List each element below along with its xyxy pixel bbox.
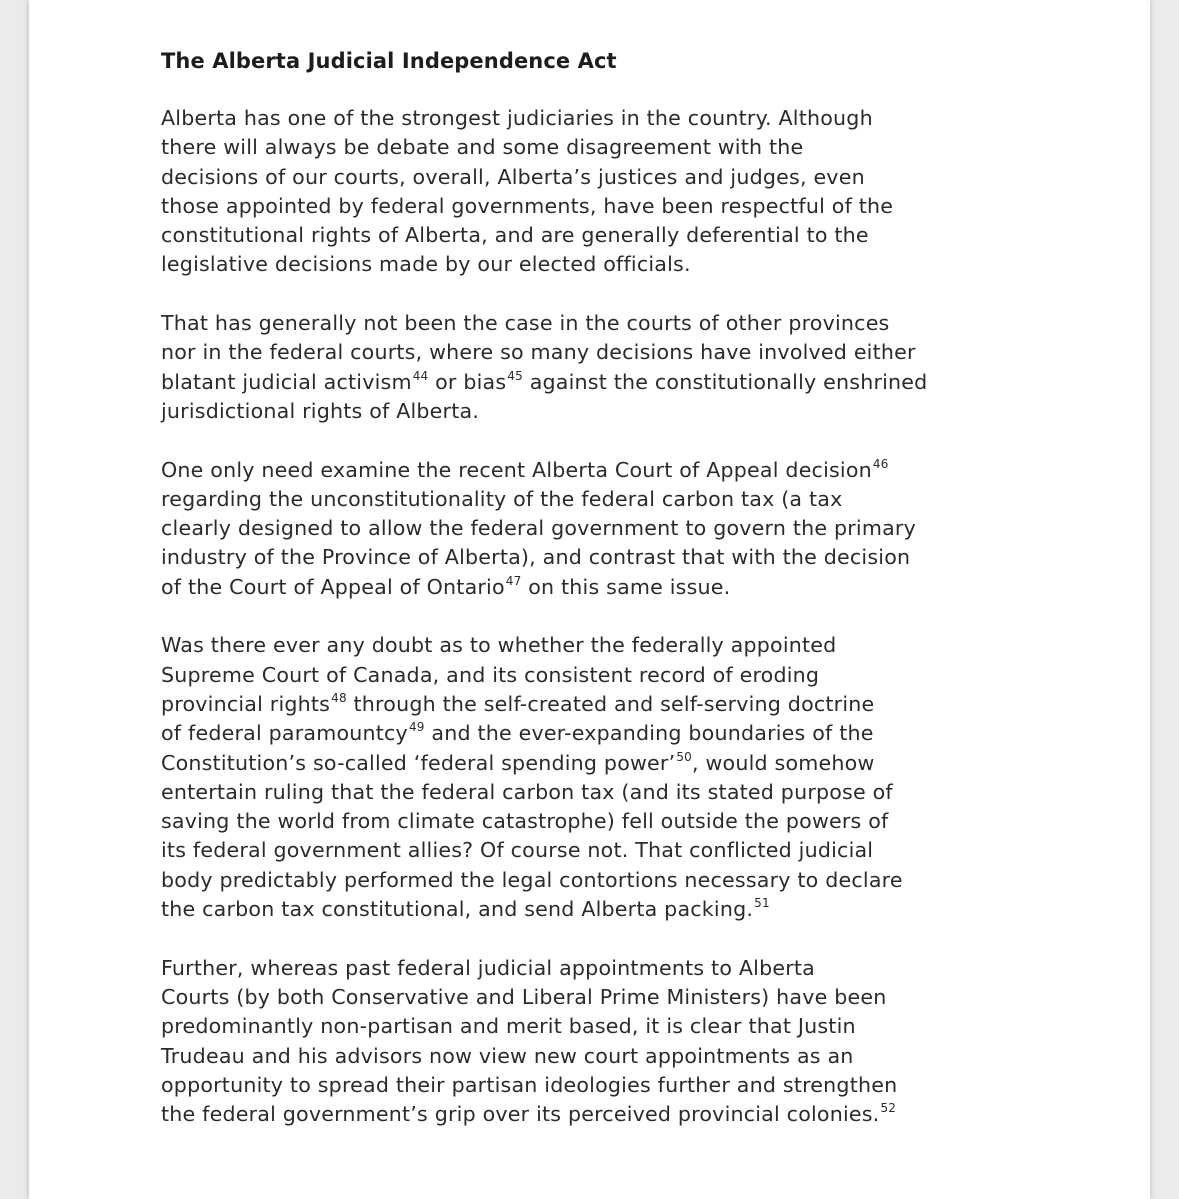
text-line bbox=[161, 807, 1041, 836]
text-line bbox=[161, 514, 1041, 543]
paragraph bbox=[161, 309, 1041, 426]
text-run: or bias bbox=[428, 369, 507, 394]
text-run: One only need examine the recent Alberta Court of Appeal decision bbox=[161, 457, 872, 482]
text-run: decisions of our courts, overall, Alberta’s justices and judges, even bbox=[161, 164, 865, 189]
text-line bbox=[161, 895, 1041, 924]
text-line bbox=[161, 397, 1041, 426]
text-run: the carbon tax constitutional, and send Alberta packing. bbox=[161, 897, 754, 922]
footnote-ref: 46 bbox=[872, 456, 889, 471]
text-run: through the self-created and self-serving doctrine bbox=[346, 691, 875, 716]
text-line bbox=[161, 250, 1041, 279]
text-run: those appointed by federal governments, have been respectful of the bbox=[161, 193, 894, 218]
document-content bbox=[161, 46, 1041, 1159]
text-run: Trudeau and his advisors now view new court appointments as an bbox=[161, 1043, 854, 1068]
text-line bbox=[161, 778, 1041, 807]
text-run: saving the world from climate catastrophe) fell outside the powers of bbox=[161, 809, 889, 834]
text-run: on this same issue. bbox=[521, 574, 731, 599]
text-line bbox=[161, 221, 1041, 250]
text-run: clearly designed to allow the federal government to govern the primary bbox=[161, 516, 916, 541]
text-line bbox=[161, 954, 1041, 983]
text-line bbox=[161, 1012, 1041, 1041]
text-line bbox=[161, 104, 1041, 133]
text-line bbox=[161, 866, 1041, 895]
paragraph bbox=[161, 104, 1041, 280]
text-run: , would somehow bbox=[692, 750, 875, 775]
text-line bbox=[161, 133, 1041, 162]
text-line bbox=[161, 983, 1041, 1012]
text-run: Alberta has one of the strongest judiciaries in the country. Although bbox=[161, 106, 873, 130]
text-run: Constitution’s so-called ‘federal spending power’ bbox=[161, 750, 676, 775]
text-line bbox=[161, 719, 1041, 748]
text-line bbox=[161, 836, 1041, 865]
text-run: legislative decisions made by our elected officials. bbox=[161, 252, 691, 277]
text-run: Courts (by both Conservative and Liberal Prime Ministers) have been bbox=[161, 984, 887, 1009]
text-run: its federal government allies? Of course not. That conflicted judicial bbox=[161, 838, 874, 863]
text-run: Was there ever any doubt as to whether the federally appointed bbox=[161, 633, 837, 658]
text-run: of the Court of Appeal of Ontario bbox=[161, 574, 505, 599]
section-heading: The Alberta Judicial Independence Act bbox=[161, 49, 617, 73]
text-run: jurisdictional rights of Alberta. bbox=[161, 398, 480, 423]
text-line bbox=[161, 543, 1041, 572]
document-page bbox=[29, 0, 1150, 1199]
text-run: opportunity to spread their partisan ideologies further and strengthen bbox=[161, 1072, 898, 1097]
text-run: the federal government’s grip over its perceived provincial colonies. bbox=[161, 1102, 880, 1127]
text-line bbox=[161, 485, 1041, 514]
footnote-ref: 48 bbox=[331, 691, 347, 706]
text-run: constitutional rights of Alberta, and are generally deferential to the bbox=[161, 223, 869, 248]
text-run: blatant judicial activism bbox=[161, 369, 412, 394]
text-run: body predictably performed the legal contortions necessary to declare bbox=[161, 867, 903, 892]
footnote-ref: 52 bbox=[880, 1101, 897, 1116]
paragraph bbox=[161, 631, 1041, 924]
text-line bbox=[161, 573, 1041, 602]
text-run: That has generally not been the case in the courts of other provinces bbox=[161, 311, 890, 336]
text-line bbox=[161, 192, 1041, 221]
text-run: there will always be debate and some disagreement with the bbox=[161, 135, 804, 160]
text-run: Further, whereas past federal judicial appointments to Alberta bbox=[161, 955, 815, 980]
text-line bbox=[161, 1071, 1041, 1100]
text-run: industry of the Province of Alberta), and contrast that with the decision bbox=[161, 545, 911, 570]
text-line bbox=[161, 309, 1041, 338]
text-run: against the constitutionally enshrined bbox=[522, 369, 928, 394]
text-line bbox=[161, 163, 1041, 192]
text-run: predominantly non-partisan and merit based, it is clear that Justin bbox=[161, 1014, 856, 1039]
text-run: regarding the unconstitutionality of the federal carbon tax (a tax bbox=[161, 486, 843, 511]
text-line bbox=[161, 631, 1041, 660]
footnote-ref: 50 bbox=[676, 749, 692, 764]
body-text bbox=[161, 104, 1041, 1129]
paragraph bbox=[161, 456, 1041, 602]
text-line bbox=[161, 1100, 1041, 1129]
text-line bbox=[161, 690, 1041, 719]
text-run: Supreme Court of Canada, and its consistent record of eroding bbox=[161, 662, 820, 687]
text-line bbox=[161, 1042, 1041, 1071]
footnote-ref: 47 bbox=[505, 573, 522, 588]
footnote-ref: 49 bbox=[408, 720, 425, 735]
text-run: provincial rights bbox=[161, 691, 331, 716]
footnote-ref: 44 bbox=[412, 368, 429, 383]
text-run: and the ever-expanding boundaries of the bbox=[424, 721, 874, 746]
text-line bbox=[161, 456, 1041, 485]
text-line bbox=[161, 338, 1041, 367]
text-line bbox=[161, 749, 1041, 778]
text-run: entertain ruling that the federal carbon tax (and its stated purpose of bbox=[161, 779, 893, 804]
text-line bbox=[161, 661, 1041, 690]
paragraph bbox=[161, 954, 1041, 1130]
text-run: nor in the federal courts, where so many decisions have involved either bbox=[161, 340, 916, 365]
footnote-ref: 51 bbox=[754, 896, 770, 911]
text-line bbox=[161, 368, 1041, 397]
footnote-ref: 45 bbox=[507, 368, 523, 383]
text-run: of federal paramountcy bbox=[161, 721, 408, 746]
